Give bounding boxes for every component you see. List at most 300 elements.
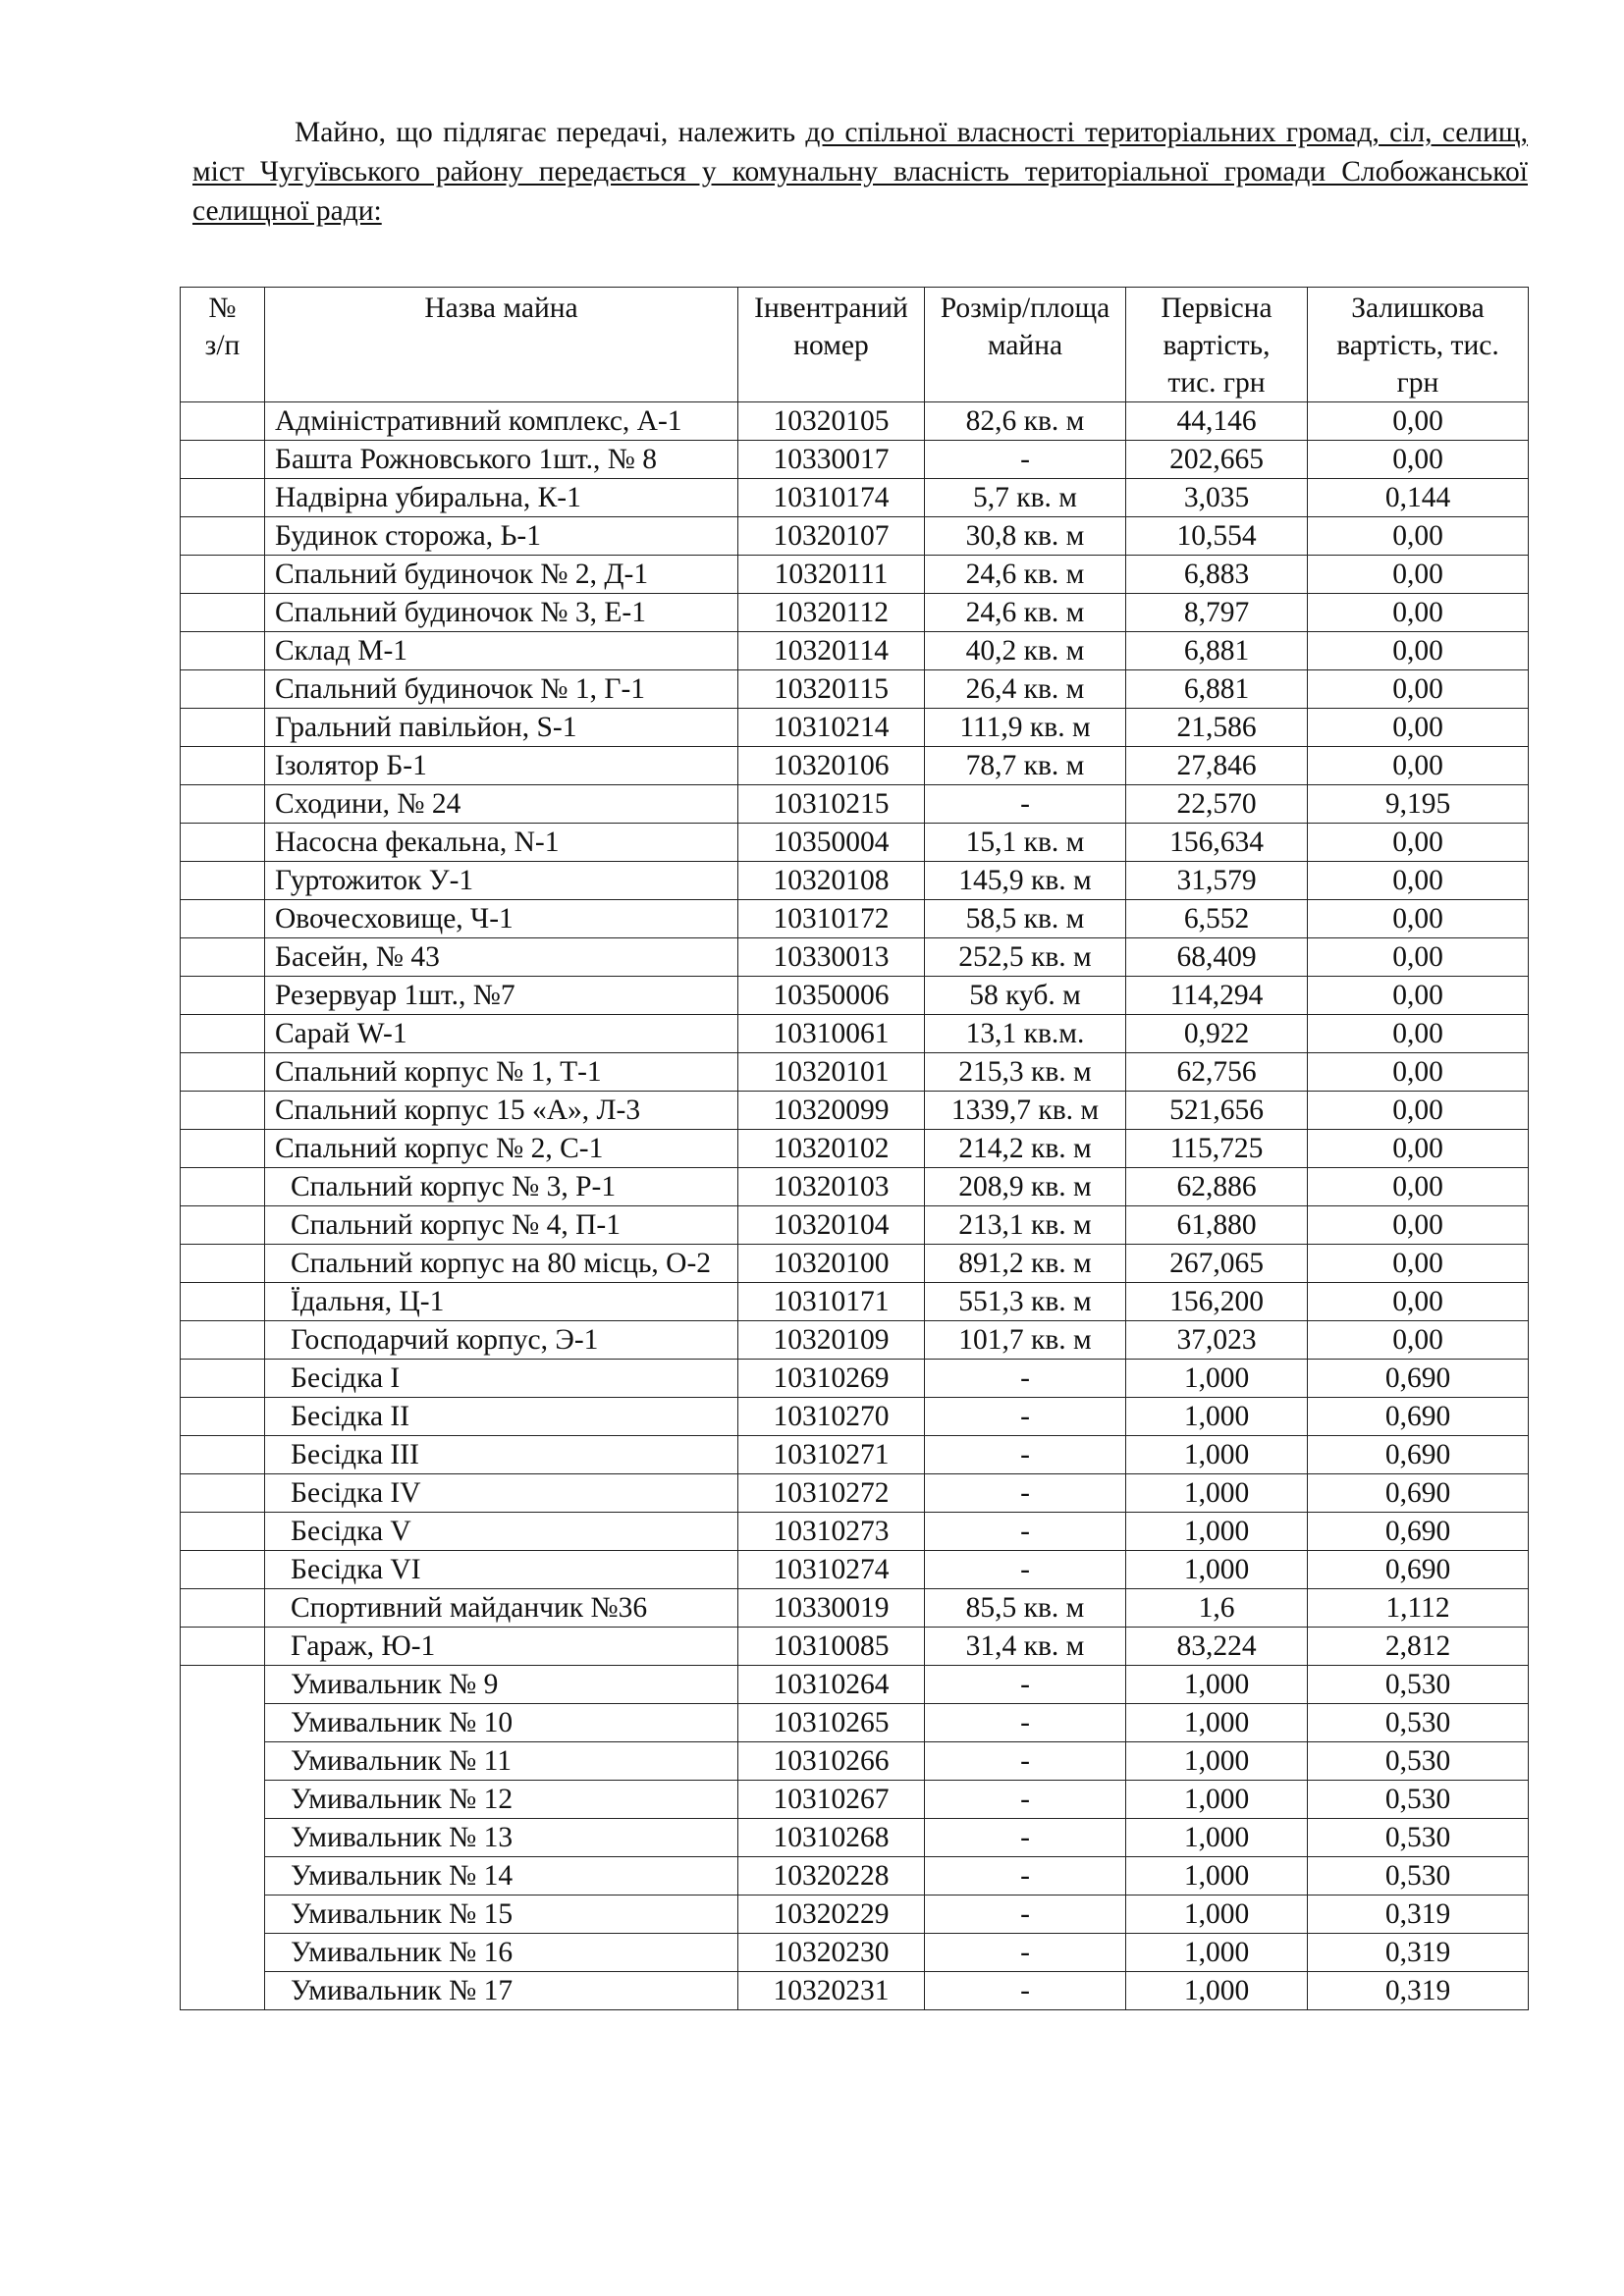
row-size: -: [925, 1972, 1126, 2010]
row-residual-value: 0,690: [1308, 1513, 1529, 1551]
row-inventory-number: 10320101: [738, 1053, 925, 1092]
row-name: Спальний корпус № 2, С-1: [265, 1130, 738, 1168]
row-number: [181, 824, 265, 862]
table-row: [181, 517, 1529, 556]
row-initial-value: 3,035: [1126, 479, 1308, 517]
row-number: [181, 1245, 265, 1283]
row-name: Резервуар 1шт., №7: [265, 977, 738, 1015]
row-size: -: [925, 1474, 1126, 1513]
row-initial-value: 156,634: [1126, 824, 1308, 862]
row-inventory-number: 10350004: [738, 824, 925, 862]
row-inventory-number: 10320100: [738, 1245, 925, 1283]
row-initial-value: 1,000: [1126, 1934, 1308, 1972]
row-inventory-number: 10320105: [738, 402, 925, 441]
row-initial-value: 21,586: [1126, 709, 1308, 747]
row-residual-value: 0,144: [1308, 479, 1529, 517]
row-initial-value: 6,552: [1126, 900, 1308, 938]
row-initial-value: 1,000: [1126, 1896, 1308, 1934]
row-name: Їдальня, Ц-1: [265, 1283, 738, 1321]
row-initial-value: 156,200: [1126, 1283, 1308, 1321]
assets-table: [180, 287, 1529, 2010]
row-number: [181, 1130, 265, 1168]
row-size: 1339,7 кв. м: [925, 1092, 1126, 1130]
row-size: 111,9 кв. м: [925, 709, 1126, 747]
row-size: -: [925, 1436, 1126, 1474]
row-initial-value: 1,000: [1126, 1972, 1308, 2010]
row-initial-value: 1,000: [1126, 1360, 1308, 1398]
row-initial-value: 68,409: [1126, 938, 1308, 977]
row-residual-value: 0,00: [1308, 1321, 1529, 1360]
table-row: [181, 938, 1529, 977]
row-inventory-number: 10310061: [738, 1015, 925, 1053]
row-residual-value: 0,00: [1308, 1130, 1529, 1168]
row-initial-value: 83,224: [1126, 1628, 1308, 1666]
row-initial-value: 521,656: [1126, 1092, 1308, 1130]
table-row: [181, 1589, 1529, 1628]
row-size: -: [925, 1360, 1126, 1398]
row-name: Умивальник № 14: [265, 1857, 738, 1896]
row-size: 24,6 кв. м: [925, 594, 1126, 632]
row-inventory-number: 10310270: [738, 1398, 925, 1436]
row-name: Умивальник № 13: [265, 1819, 738, 1857]
row-number: [181, 709, 265, 747]
row-number: [181, 1934, 265, 1972]
row-number: [181, 1015, 265, 1053]
row-name: Спальний корпус № 4, П-1: [265, 1206, 738, 1245]
row-number: [181, 747, 265, 785]
row-number: [181, 1896, 265, 1934]
row-residual-value: 0,00: [1308, 1168, 1529, 1206]
row-name: Господарчий корпус, Э-1: [265, 1321, 738, 1360]
row-inventory-number: 10310264: [738, 1666, 925, 1704]
row-number: [181, 1360, 265, 1398]
table-row: [181, 1360, 1529, 1398]
row-inventory-number: 10310265: [738, 1704, 925, 1742]
row-initial-value: 115,725: [1126, 1130, 1308, 1168]
row-inventory-number: 10310272: [738, 1474, 925, 1513]
row-inventory-number: 10320112: [738, 594, 925, 632]
table-row: [181, 1628, 1529, 1666]
row-inventory-number: 10320111: [738, 556, 925, 594]
row-name: Бесідка IV: [265, 1474, 738, 1513]
row-number: [181, 977, 265, 1015]
table-header-row: [181, 288, 1529, 402]
row-initial-value: 267,065: [1126, 1245, 1308, 1283]
row-residual-value: 0,690: [1308, 1474, 1529, 1513]
row-name: Умивальник № 16: [265, 1934, 738, 1972]
table-row: [181, 556, 1529, 594]
table-body: [181, 402, 1529, 2010]
row-name: Овочесховище, Ч-1: [265, 900, 738, 938]
row-initial-value: 10,554: [1126, 517, 1308, 556]
row-inventory-number: 10320229: [738, 1896, 925, 1934]
row-inventory-number: 10350006: [738, 977, 925, 1015]
row-initial-value: 1,000: [1126, 1742, 1308, 1781]
row-number: [181, 1436, 265, 1474]
row-name: Бесідка V: [265, 1513, 738, 1551]
row-inventory-number: 10320109: [738, 1321, 925, 1360]
row-residual-value: 0,530: [1308, 1742, 1529, 1781]
row-number: [181, 1781, 265, 1819]
row-number: [181, 938, 265, 977]
row-inventory-number: 10310269: [738, 1360, 925, 1398]
table-row: [181, 1819, 1529, 1857]
row-inventory-number: 10310214: [738, 709, 925, 747]
row-residual-value: 0,00: [1308, 517, 1529, 556]
table-row: [181, 824, 1529, 862]
row-residual-value: 0,00: [1308, 594, 1529, 632]
row-name: Умивальник № 11: [265, 1742, 738, 1781]
row-size: 891,2 кв. м: [925, 1245, 1126, 1283]
row-initial-value: 22,570: [1126, 785, 1308, 824]
header-initial: Первісна вартість, тис. грн: [1126, 288, 1308, 402]
row-number: [181, 1666, 265, 1704]
row-inventory-number: 10310171: [738, 1283, 925, 1321]
table-row: [181, 862, 1529, 900]
table-row: [181, 747, 1529, 785]
row-inventory-number: 10320099: [738, 1092, 925, 1130]
table-row: [181, 1666, 1529, 1704]
row-name: Спальний будиночок № 3, Е-1: [265, 594, 738, 632]
row-initial-value: 1,000: [1126, 1551, 1308, 1589]
row-residual-value: 0,530: [1308, 1857, 1529, 1896]
row-inventory-number: 10310085: [738, 1628, 925, 1666]
row-inventory-number: 10310267: [738, 1781, 925, 1819]
table-row: [181, 1704, 1529, 1742]
row-number: [181, 1628, 265, 1666]
header-inv: Інвентраний номер: [738, 288, 925, 402]
row-initial-value: 1,000: [1126, 1819, 1308, 1857]
row-number: [181, 900, 265, 938]
row-initial-value: 27,846: [1126, 747, 1308, 785]
table-row: [181, 1053, 1529, 1092]
row-name: Бесідка I: [265, 1360, 738, 1398]
row-inventory-number: 10320231: [738, 1972, 925, 2010]
row-size: 215,3 кв. м: [925, 1053, 1126, 1092]
row-size: 82,6 кв. м: [925, 402, 1126, 441]
row-name: Склад М-1: [265, 632, 738, 670]
row-initial-value: 1,6: [1126, 1589, 1308, 1628]
row-number: [181, 1474, 265, 1513]
row-number: [181, 670, 265, 709]
row-initial-value: 62,886: [1126, 1168, 1308, 1206]
table-row: [181, 1321, 1529, 1360]
row-number: [181, 1092, 265, 1130]
table-row: [181, 632, 1529, 670]
table-row: [181, 1130, 1529, 1168]
row-initial-value: 6,881: [1126, 632, 1308, 670]
row-inventory-number: 10310271: [738, 1436, 925, 1474]
row-residual-value: 0,00: [1308, 900, 1529, 938]
row-residual-value: 0,690: [1308, 1360, 1529, 1398]
row-number: [181, 1704, 265, 1742]
row-size: 551,3 кв. м: [925, 1283, 1126, 1321]
row-residual-value: 0,530: [1308, 1781, 1529, 1819]
row-name: Башта Рожновського 1шт., № 8: [265, 441, 738, 479]
row-name: Сарай W-1: [265, 1015, 738, 1053]
row-number: [181, 1513, 265, 1551]
table-row: [181, 709, 1529, 747]
row-size: 5,7 кв. м: [925, 479, 1126, 517]
row-name: Умивальник № 9: [265, 1666, 738, 1704]
row-number: [181, 1972, 265, 2010]
row-name: Гральний павільйон, S-1: [265, 709, 738, 747]
row-initial-value: 0,922: [1126, 1015, 1308, 1053]
row-size: 58 куб. м: [925, 977, 1126, 1015]
row-size: -: [925, 1857, 1126, 1896]
row-number: [181, 1053, 265, 1092]
row-name: Спортивний майданчик №36: [265, 1589, 738, 1628]
row-initial-value: 6,881: [1126, 670, 1308, 709]
table-row: [181, 1896, 1529, 1934]
row-size: 252,5 кв. м: [925, 938, 1126, 977]
row-inventory-number: 10320230: [738, 1934, 925, 1972]
row-size: -: [925, 1819, 1126, 1857]
table-row: [181, 900, 1529, 938]
row-size: -: [925, 1704, 1126, 1742]
row-initial-value: 31,579: [1126, 862, 1308, 900]
row-initial-value: 8,797: [1126, 594, 1308, 632]
row-inventory-number: 10310273: [738, 1513, 925, 1551]
row-name: Бесідка III: [265, 1436, 738, 1474]
row-initial-value: 1,000: [1126, 1781, 1308, 1819]
row-size: 24,6 кв. м: [925, 556, 1126, 594]
row-size: 13,1 кв.м.: [925, 1015, 1126, 1053]
row-initial-value: 62,756: [1126, 1053, 1308, 1092]
row-residual-value: 0,00: [1308, 862, 1529, 900]
row-initial-value: 1,000: [1126, 1474, 1308, 1513]
row-size: -: [925, 1398, 1126, 1436]
row-inventory-number: 10320106: [738, 747, 925, 785]
row-inventory-number: 10320108: [738, 862, 925, 900]
row-number: [181, 479, 265, 517]
table-row: [181, 1742, 1529, 1781]
row-name: Надвірна убиральна, К-1: [265, 479, 738, 517]
row-name: Спальний будиночок № 1, Г-1: [265, 670, 738, 709]
row-size: 208,9 кв. м: [925, 1168, 1126, 1206]
row-size: -: [925, 1551, 1126, 1589]
table-row: [181, 1857, 1529, 1896]
table-row: [181, 670, 1529, 709]
row-initial-value: 44,146: [1126, 402, 1308, 441]
table-row: [181, 1092, 1529, 1130]
row-residual-value: 0,00: [1308, 824, 1529, 862]
row-inventory-number: 10310215: [738, 785, 925, 824]
row-name: Умивальник № 10: [265, 1704, 738, 1742]
table-row: [181, 1436, 1529, 1474]
row-name: Бесідка II: [265, 1398, 738, 1436]
row-name: Гараж, Ю-1: [265, 1628, 738, 1666]
row-size: -: [925, 1742, 1126, 1781]
row-number: [181, 785, 265, 824]
row-inventory-number: 10320104: [738, 1206, 925, 1245]
row-residual-value: 0,00: [1308, 1283, 1529, 1321]
row-size: -: [925, 441, 1126, 479]
row-residual-value: 0,319: [1308, 1934, 1529, 1972]
row-size: -: [925, 1896, 1126, 1934]
row-inventory-number: 10330013: [738, 938, 925, 977]
intro-lead: Майно, що підлягає передачі, належить: [295, 117, 806, 148]
row-residual-value: 0,690: [1308, 1436, 1529, 1474]
row-inventory-number: 10310274: [738, 1551, 925, 1589]
row-initial-value: 1,000: [1126, 1704, 1308, 1742]
row-name: Спальний корпус № 3, Р-1: [265, 1168, 738, 1206]
row-size: 101,7 кв. м: [925, 1321, 1126, 1360]
table-row: [181, 1015, 1529, 1053]
row-number: [181, 1819, 265, 1857]
row-number: [181, 1283, 265, 1321]
row-number: [181, 517, 265, 556]
row-initial-value: 37,023: [1126, 1321, 1308, 1360]
row-size: 78,7 кв. м: [925, 747, 1126, 785]
row-name: Басейн, № 43: [265, 938, 738, 977]
header-residual: Залишкова вартість, тис. грн: [1308, 288, 1529, 402]
row-size: 15,1 кв. м: [925, 824, 1126, 862]
table-row: [181, 1474, 1529, 1513]
table-row: [181, 402, 1529, 441]
row-inventory-number: 10310266: [738, 1742, 925, 1781]
row-number: [181, 402, 265, 441]
table-row: [181, 1513, 1529, 1551]
row-residual-value: 0,00: [1308, 747, 1529, 785]
row-size: 213,1 кв. м: [925, 1206, 1126, 1245]
row-inventory-number: 10320115: [738, 670, 925, 709]
row-number: [181, 1398, 265, 1436]
row-name: Спальний корпус 15 «А», Л-3: [265, 1092, 738, 1130]
row-number: [181, 1206, 265, 1245]
row-initial-value: 1,000: [1126, 1857, 1308, 1896]
row-size: 58,5 кв. м: [925, 900, 1126, 938]
header-num: № з/п: [181, 288, 265, 402]
row-name: Адміністративний комплекс, А-1: [265, 402, 738, 441]
row-residual-value: 0,00: [1308, 670, 1529, 709]
row-residual-value: 9,195: [1308, 785, 1529, 824]
row-name: Спальний корпус на 80 місць, О-2: [265, 1245, 738, 1283]
table-row: [181, 785, 1529, 824]
row-number: [181, 594, 265, 632]
row-size: 145,9 кв. м: [925, 862, 1126, 900]
row-initial-value: 114,294: [1126, 977, 1308, 1015]
row-residual-value: 0,00: [1308, 556, 1529, 594]
row-number: [181, 1168, 265, 1206]
row-size: -: [925, 1934, 1126, 1972]
table-row: [181, 1168, 1529, 1206]
row-number: [181, 632, 265, 670]
row-inventory-number: 10320228: [738, 1857, 925, 1896]
row-residual-value: 0,00: [1308, 1015, 1529, 1053]
row-name: Умивальник № 17: [265, 1972, 738, 2010]
row-name: Гуртожиток У-1: [265, 862, 738, 900]
table-row: [181, 1551, 1529, 1589]
row-name: Насосна фекальна, N-1: [265, 824, 738, 862]
row-number: [181, 441, 265, 479]
row-inventory-number: 10310174: [738, 479, 925, 517]
row-size: 214,2 кв. м: [925, 1130, 1126, 1168]
table-row: [181, 1283, 1529, 1321]
row-residual-value: 0,00: [1308, 1206, 1529, 1245]
row-initial-value: 1,000: [1126, 1398, 1308, 1436]
table-row: [181, 1934, 1529, 1972]
row-name: Спальний будиночок № 2, Д-1: [265, 556, 738, 594]
row-residual-value: 1,112: [1308, 1589, 1529, 1628]
row-size: 40,2 кв. м: [925, 632, 1126, 670]
row-size: 30,8 кв. м: [925, 517, 1126, 556]
row-initial-value: 1,000: [1126, 1666, 1308, 1704]
row-residual-value: 0,319: [1308, 1972, 1529, 2010]
row-name: Ізолятор Б-1: [265, 747, 738, 785]
header-name: Назва майна: [265, 288, 738, 402]
row-residual-value: 0,00: [1308, 1245, 1529, 1283]
table-row: [181, 1398, 1529, 1436]
row-size: -: [925, 1666, 1126, 1704]
row-inventory-number: 10320103: [738, 1168, 925, 1206]
row-number: [181, 1742, 265, 1781]
row-name: Сходини, № 24: [265, 785, 738, 824]
table-row: [181, 441, 1529, 479]
row-size: 85,5 кв. м: [925, 1589, 1126, 1628]
row-residual-value: 0,319: [1308, 1896, 1529, 1934]
row-initial-value: 1,000: [1126, 1436, 1308, 1474]
row-size: -: [925, 1781, 1126, 1819]
row-residual-value: 0,00: [1308, 977, 1529, 1015]
row-residual-value: 0,530: [1308, 1704, 1529, 1742]
table-row: [181, 977, 1529, 1015]
row-inventory-number: 10310172: [738, 900, 925, 938]
row-residual-value: 2,812: [1308, 1628, 1529, 1666]
table-row: [181, 1972, 1529, 2010]
row-residual-value: 0,00: [1308, 938, 1529, 977]
row-inventory-number: 10320107: [738, 517, 925, 556]
row-initial-value: 202,665: [1126, 441, 1308, 479]
row-number: [181, 556, 265, 594]
row-inventory-number: 10320114: [738, 632, 925, 670]
row-number: [181, 1551, 265, 1589]
row-name: Спальний корпус № 1, Т-1: [265, 1053, 738, 1092]
row-residual-value: 0,690: [1308, 1398, 1529, 1436]
row-inventory-number: 10310268: [738, 1819, 925, 1857]
header-size: Розмір/площа майна: [925, 288, 1126, 402]
row-residual-value: 0,00: [1308, 1053, 1529, 1092]
table-row: [181, 1245, 1529, 1283]
row-residual-value: 0,530: [1308, 1666, 1529, 1704]
row-number: [181, 1321, 265, 1360]
row-name: Будинок сторожа, Ь-1: [265, 517, 738, 556]
row-name: Бесідка VI: [265, 1551, 738, 1589]
row-inventory-number: 10330019: [738, 1589, 925, 1628]
row-name: Умивальник № 15: [265, 1896, 738, 1934]
table-row: [181, 479, 1529, 517]
row-initial-value: 1,000: [1126, 1513, 1308, 1551]
row-residual-value: 0,00: [1308, 1092, 1529, 1130]
intro-underlined: до спільної власності територіальних громад, сіл, селищ, міст Чугуївського району передається у комунальну власність територіальної громади Слобожанської селищної ради:: [192, 117, 1529, 227]
table-row: [181, 1206, 1529, 1245]
row-residual-value: 0,690: [1308, 1551, 1529, 1589]
row-number: [181, 1589, 265, 1628]
row-initial-value: 61,880: [1126, 1206, 1308, 1245]
row-residual-value: 0,00: [1308, 402, 1529, 441]
row-initial-value: 6,883: [1126, 556, 1308, 594]
row-residual-value: 0,00: [1308, 709, 1529, 747]
row-size: 26,4 кв. м: [925, 670, 1126, 709]
row-residual-value: 0,00: [1308, 441, 1529, 479]
row-number: [181, 862, 265, 900]
row-size: 31,4 кв. м: [925, 1628, 1126, 1666]
table-row: [181, 1781, 1529, 1819]
row-number: [181, 1857, 265, 1896]
table-row: [181, 594, 1529, 632]
row-inventory-number: 10330017: [738, 441, 925, 479]
row-residual-value: 0,530: [1308, 1819, 1529, 1857]
